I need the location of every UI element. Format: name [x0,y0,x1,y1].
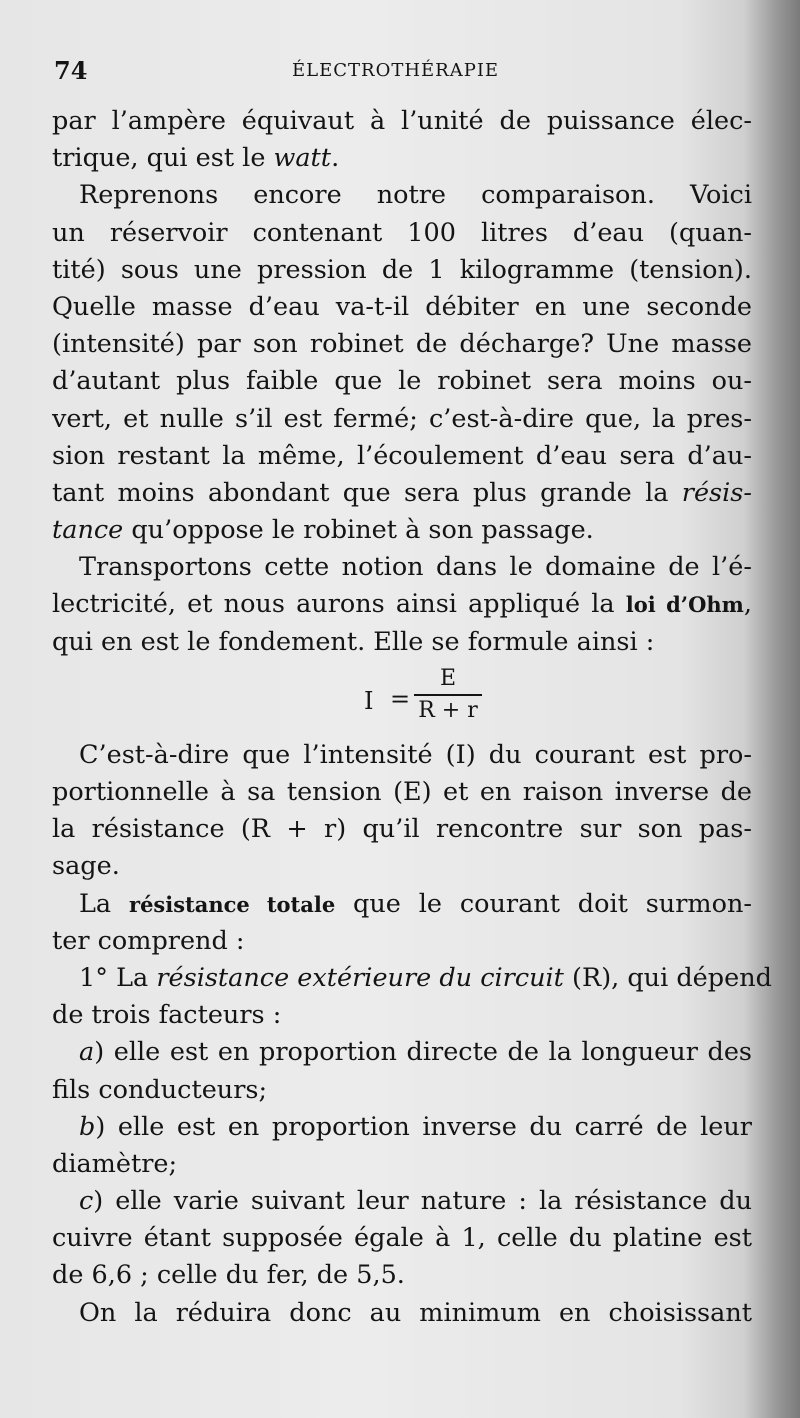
formula-denominator: R + r [418,697,478,723]
formula-equals: = [390,684,411,713]
text-line: Quelle masse d’eau va-t-il débiter en une seconde [52,291,752,322]
text-line: C’est-à-dire que l’intensité (I) du courant est pro- [79,739,752,770]
text-line: On la réduira donc au minimum en choisissant [79,1297,752,1328]
ohm-formula [52,661,752,737]
text-line: sion restant la même, l’écoulement d’eau sera d’au- [52,440,752,471]
fraction-bar [414,694,482,696]
text-line: cuivre étant supposée égale à 1, celle du platine est [52,1223,752,1254]
text-line: tité) sous une pression de 1 kilogramme (tension). [52,254,752,285]
text-line: a) elle est en proportion directe de la longueur des [79,1037,752,1068]
text-line: tant moins abondant que sera plus grande la résis- [52,477,752,508]
page-body [52,103,772,1332]
text-line: fils conducteurs; [52,1074,268,1105]
text-line: la résistance (R + r) qu’il rencontre sur son pas- [52,814,752,845]
text-line: 1° La résistance extérieure du circuit (R), qui dépend [79,962,772,993]
text-line: de trois facteurs : [52,1000,282,1031]
text-line: Reprenons encore notre comparaison. Voici [79,180,752,211]
text-line: par l’ampère équivaut à l’unité de puissance élec- [52,106,752,136]
text-line: d’autant plus faible que le robinet sera moins ou- [52,366,752,397]
page-header [54,56,734,90]
formula-fraction [414,667,482,723]
text-line: vert, et nulle s’il est fermé; c’est-à-dire que, la pres- [52,403,752,434]
text-line: c) elle varie suivant leur nature : la résistance du [79,1186,752,1217]
text-line: La résistance totale que le courant doit surmon- [79,888,752,919]
formula-lhs: I [364,686,374,715]
text-line: de 6,6 ; celle du fer, de 5,5. [52,1260,405,1291]
text-line: (intensité) par son robinet de décharge? Une masse [52,329,752,360]
formula-numerator: E [439,665,457,691]
text-line: lectricité, et nous aurons ainsi appliqué la loi d’Ohm, [52,589,752,620]
text-line: portionnelle à sa tension (E) et en raison inverse de [52,777,752,807]
text-line: b) elle est en proportion inverse du carré de leur [79,1111,752,1142]
running-title: ÉLECTROTHÉRAPIE [292,60,500,81]
text-line: sage. [52,851,120,882]
text-line: trique, qui est le watt. [52,143,340,174]
text-line: diamètre; [52,1148,178,1179]
text-line: Transportons cette notion dans le domaine de l’é- [79,552,752,583]
text-line: ter comprend : [52,925,245,956]
text-line: tance qu’oppose le robinet à son passage. [52,515,594,546]
page-number: 74 [54,56,88,85]
text-line: un réservoir contenant 100 litres d’eau (quan- [52,217,752,248]
text-line: qui en est le fondement. Elle se formule ainsi : [52,626,655,657]
